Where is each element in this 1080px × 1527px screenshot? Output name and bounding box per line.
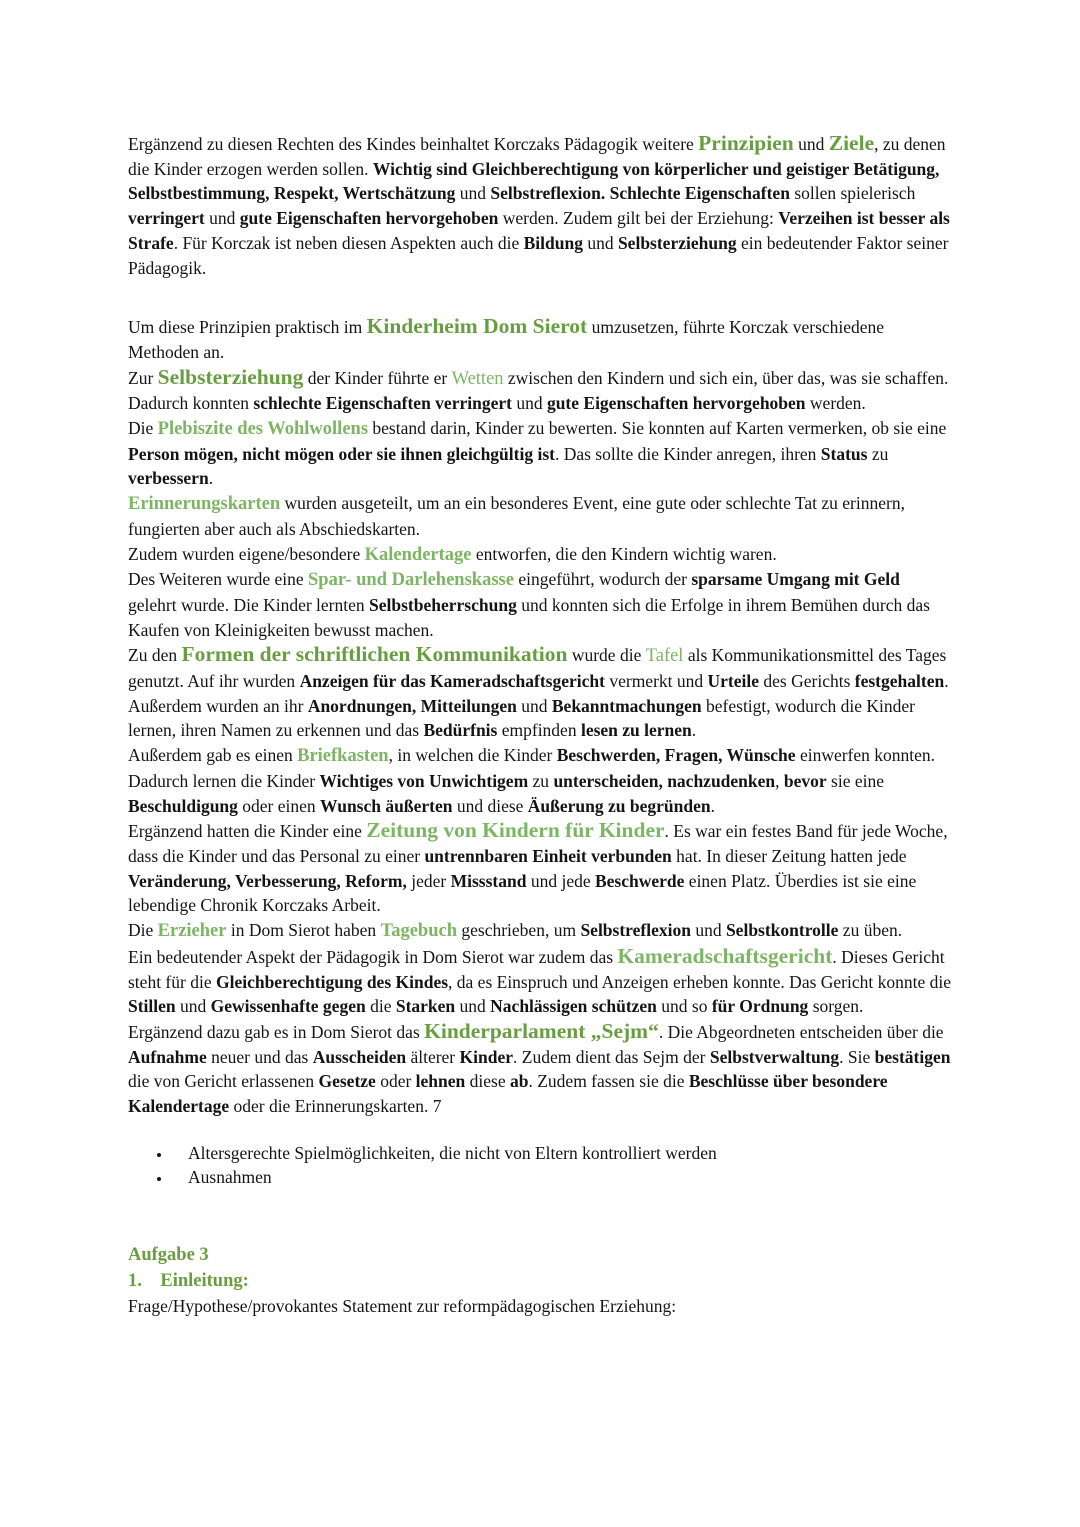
keyword-run: Aufgabe 3 [128,1245,209,1266]
text-run: wurde die [567,645,646,666]
text-run: . Dieses Gericht steht für die [128,946,945,992]
text-run: des Gerichts [759,671,855,692]
text-run: sollen spielerisch [789,183,916,204]
bold-run: Beschwerde [594,870,685,891]
text-run: der Kinder führte er [303,367,452,388]
bold-run: Bekanntmachungen [551,695,702,716]
keyword-run: Erinnerungskarten [128,494,281,515]
text-run: empfinden [497,720,581,741]
bullet-item: • Ausnahmen [172,1165,952,1190]
bold-run: Ausscheiden [312,1046,407,1067]
bold-run: bevor [783,770,827,791]
paragraph-plebiszite [128,416,952,491]
bold-run: Wichtig sind Gleichberechtigung von körperlicher und geistiger Betätigung, Selbstbestimmung, Respekt, Wertschätzung [128,158,940,204]
text-run: eingeführt, wodurch der [513,569,692,590]
text-run: Ergänzend dazu gab es in Dom Sierot das [128,1021,425,1042]
document-content [128,131,952,1318]
bold-run: lehnen [415,1071,466,1092]
text-run: einen Platz. Überdies ist sie eine lebendige Chronik Korczaks Arbeit. [128,870,917,916]
keyword-run: Tafel [645,646,684,667]
bold-run: Beschlüsse über besondere Kalendertage [128,1071,888,1117]
text-run: und [516,695,552,716]
keyword-run: Formen der schriftlichen Kommunikation [181,642,568,667]
text-run: die von Gericht erlassenen [128,1071,319,1092]
bold-run: Status [820,443,868,464]
text-run: Ein bedeutender Aspekt der Pädagogik in Dom Sierot war zudem das [128,946,618,967]
text-run: die [365,996,396,1017]
text-run: Um diese Prinzipien praktisch im [128,317,367,338]
task-heading [128,1242,952,1268]
text-run: Die [128,920,158,941]
text-run: neuer und das [206,1046,313,1067]
keyword-run: Selbsterziehung [157,364,304,389]
text-run: Die [128,418,158,439]
paragraph-dom-sierot [128,314,952,364]
keyword-run: Kalendertage [364,544,472,565]
text-run: und [455,996,491,1017]
text-run: bestand darin, Kinder zu bewerten. Sie konnten auf Karten vermerken, ob sie eine [368,418,947,439]
text-run: und [582,232,618,253]
keyword-run: Spar- und Darlehenskasse [308,570,514,591]
text-run: zu [867,443,889,464]
bold-run: Gewissenhafte gegen [210,996,366,1017]
bold-run: Missstand [450,870,527,891]
text-run: ein bedeutender Faktor seiner Pädagogik. [128,232,949,278]
text-run: und [175,996,211,1017]
text-run: . Zudem dient das Sejm der [513,1046,710,1067]
bold-run: lesen zu lernen [580,720,692,741]
bold-run: für Ordnung [711,996,809,1017]
bold-run: Beschuldigung [128,795,238,816]
bold-run: gute Eigenschaften hervorgehoben [239,208,499,229]
bold-run: Person mögen, nicht mögen oder sie ihnen gleichgültig ist [128,443,555,464]
text-run: jeder [406,870,451,891]
spacer [128,280,952,314]
paragraph-principles [128,131,952,280]
bold-run: Kinder [459,1046,513,1067]
text-run: einwerfen konnten. Dadurch lernen die Kinder [128,745,936,791]
bold-run: unterscheiden, nachzudenken [553,770,776,791]
bold-run: Bildung [523,232,583,253]
text-run: . Die Abgeordneten entscheiden über die [658,1021,944,1042]
text-run: vermerkt und [604,671,708,692]
bold-run: Äußerung zu begründen [527,795,711,816]
keyword-run: Kinderparlament „Sejm“ [424,1018,659,1043]
keyword-run: Zeitung von Kindern für Kinder [366,818,665,843]
text-run: sie eine [826,770,885,791]
text-run: . Sie [839,1046,875,1067]
paragraph-gericht [128,944,952,1019]
text-run: älterer [406,1046,460,1067]
text-run: Zur [128,367,158,388]
paragraph-briefkasten [128,743,952,818]
bold-run: Bedürfnis [423,720,498,741]
bold-run: verringert [128,208,205,229]
bold-run: Selbstreflexion. Schlechte Eigenschaften [490,183,790,204]
bold-run: Selbstverwaltung [709,1046,840,1067]
text-run: . Für Korczak ist neben diesen Aspekten auch die [173,232,524,253]
text-run: . Außerdem wurden an ihr [128,671,949,716]
bold-run: Beschwerden, Fragen, Wünsche [556,745,796,766]
bold-run: Selbstkontrolle [725,920,839,941]
text-run: zwischen den Kindern und sich ein, über das, was sie schaffen. Dadurch konnten [128,367,949,414]
text-run: Ergänzend hatten die Kinder eine [128,821,367,842]
keyword-run: Prinzipien [698,131,794,155]
bold-run: Gesetze [318,1071,376,1092]
bold-run: bestätigen [874,1046,951,1067]
text-run: Frage/Hypothese/provokantes Statement zur reformpädagogischen Erziehung: [128,1295,677,1316]
text-run: . [710,795,715,816]
text-run: Außerdem gab es einen [128,745,298,766]
paragraph-selbsterziehung [128,365,952,416]
spacer [128,1119,952,1141]
bold-run: Starken [395,996,456,1017]
text-run: und so [656,996,712,1017]
bold-run: Anordnungen, Mitteilungen [307,695,517,716]
keyword-run: 1. Einleitung: [128,1270,249,1291]
text-run: . [208,468,214,489]
keyword-run: Erzieher [157,921,227,942]
text-run: und [511,393,547,414]
text-run: entworfen, die den Kindern wichtig waren. [471,543,777,564]
text-run: Des Weiteren wurde eine [128,569,308,590]
bold-run: Veränderung, Verbesserung, Reform, [128,870,407,891]
text-run: und [690,920,726,941]
text-run: und konnten sich die Erfolge in ihrem Bemühen durch das Kaufen von Kleinigkeiten bewusst machen. [128,594,930,640]
text-run: und jede [526,870,595,891]
text-run: Ergänzend zu diesen Rechten des Kindes beinhaltet Korczaks Pädagogik weitere [128,134,699,154]
bold-run: Selbsterziehung [617,232,737,253]
keyword-run: Ziele [828,131,875,155]
text-run: Zu den [128,645,182,666]
bold-run: untrennbaren Einheit verbunden [424,845,672,866]
text-run: , zu denen die Kinder erzogen werden sollen. [128,134,946,179]
text-run: oder die Erinnerungskarten. 7 [229,1096,442,1117]
section-heading-einleitung [128,1268,952,1294]
text-run: umzusetzen, führte Korczak verschiedene Methoden an. [128,317,885,362]
bullet-item: • Altersgerechte Spielmöglichkeiten, die nicht von Eltern kontrolliert werden [172,1141,952,1166]
bold-run: festgehalten [854,671,945,692]
text-run: in Dom Sierot haben [226,920,381,941]
text-run: wurden ausgeteilt, um an ein besonderes Event, eine gute oder schlechte Tat zu erinnern, fungierten aber auch als Abschiedskarten. [128,493,905,539]
bold-run: schlechte Eigenschaften verringert [253,393,512,414]
keyword-run: Kinderheim Dom Sierot [366,314,588,339]
keyword-run: Tagebuch [380,921,457,942]
paragraph-zeitung [128,818,952,918]
bold-run: Gleichberechtigung des Kindes [215,971,449,992]
keyword-run: Briefkasten [297,746,389,767]
text-run: zu üben. [838,920,903,941]
paragraph-sejm [128,1019,952,1119]
bold-run: gute Eigenschaften hervorgehoben [546,393,806,414]
text-run: hat. In dieser Zeitung hatten jede [671,845,907,866]
text-run: diese [465,1071,510,1092]
bold-run: Selbstbeherrschung [369,594,517,615]
text-run: , [775,770,784,791]
spacer [128,1190,952,1242]
text-run: oder einen [237,795,321,816]
keyword-run: Kameradschaftsgericht [617,943,833,968]
text-run: und diese [452,795,528,816]
text-run: , in welchen die Kinder [388,745,557,766]
text-run: . [691,720,697,741]
bold-run: Stillen [128,996,176,1017]
bold-run: Wunsch äußerten [320,795,453,816]
keyword-run: Wetten [451,368,504,389]
text-run: oder [375,1071,416,1092]
paragraph-kalendertage [128,542,952,568]
text-run: als Kommunikationsmittel des Tages genutzt. Auf ihr wurden [128,645,947,692]
bold-run: Anzeigen für das Kameradschaftsgericht [299,671,605,692]
text-run: befestigt, wodurch die Kinder lernen, ihren Namen zu erkennen und das [128,695,915,741]
paragraph-sparkasse [128,567,952,642]
text-run: . Zudem fassen sie die [528,1071,689,1092]
bullet-list [128,1141,952,1190]
text-run: . Das sollte die Kinder anregen, ihren [554,443,821,464]
text-run: Zudem wurden eigene/besondere [128,543,365,564]
bold-run: Urteile [707,671,760,692]
text-run: werden. Zudem gilt bei der Erziehung: [498,208,779,229]
bold-run: Verzeihen ist besser als Strafe [128,208,950,253]
paragraph-tagebuch [128,918,952,944]
bold-run: Selbstreflexion [580,920,691,941]
text-run: . Es war ein festes Band für jede Woche, dass die Kinder und das Personal zu einer [128,821,948,866]
paragraph-kommunikation [128,642,952,743]
text-run: geschrieben, um [457,920,581,941]
bold-run: Wichtiges von Unwichtigem [319,770,529,791]
text-run: sorgen. [808,996,864,1017]
text-run: zu [528,770,554,791]
text-run: und [455,183,491,204]
bold-run: Aufnahme [128,1046,207,1067]
paragraph-frage [128,1294,952,1319]
text-run: , da es Einspruch und Anzeigen erheben konnte. Das Gericht konnte die [448,971,952,992]
text-run: werden. [805,393,866,414]
paragraph-erinnerungskarten [128,491,952,541]
text-run: gelehrt wurde. Die Kinder lernten [128,594,370,615]
bold-run: sparsame Umgang mit Geld [691,569,900,590]
keyword-run: Plebiszite des Wohlwollens [157,419,369,440]
bold-run: Nachlässigen schützen [490,996,657,1017]
bold-run: verbessern [128,468,209,489]
bold-run: ab [510,1071,529,1092]
text-run: und [204,208,240,229]
text-run: und [793,134,829,154]
